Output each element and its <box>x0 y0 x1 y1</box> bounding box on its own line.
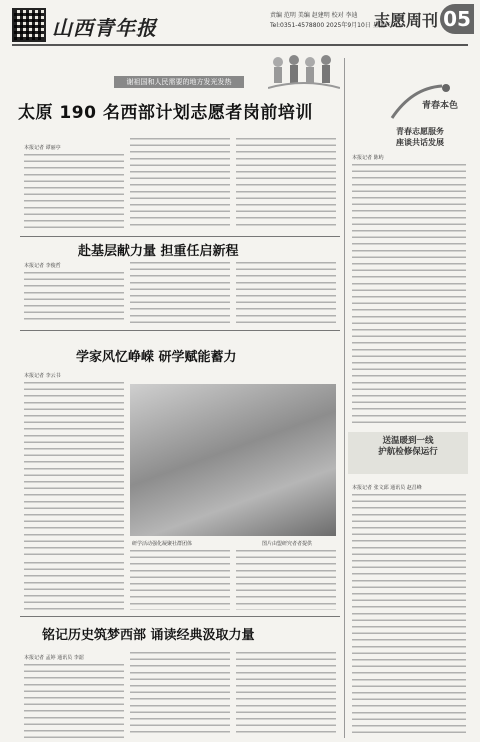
story2-body-col2 <box>130 262 230 324</box>
section-title: 志愿周刊 <box>374 11 439 30</box>
story4-byline: 本报记者 孟婷 通讯员 李韶 <box>24 655 84 661</box>
youth-badge-icon <box>382 78 468 124</box>
qr-code-icon <box>12 8 46 42</box>
photo-credit: 图片由盟研究者者提供 <box>262 541 313 547</box>
divider <box>20 616 340 617</box>
sidebar-story2-body <box>352 494 466 738</box>
page-number: 05 <box>440 4 474 34</box>
divider <box>20 330 340 331</box>
story4-body-col2 <box>130 652 230 738</box>
lead-body-col1 <box>24 154 124 230</box>
editor-line: 责编 范明 美编 赵建明 校对 李迪 <box>270 12 358 19</box>
lead-body-col2 <box>130 138 230 230</box>
story3-body-col1 <box>24 382 124 558</box>
story3-body-col2 <box>130 550 230 610</box>
story4-headline: 铭记历史筑梦西部 诵读经典汲取力量 <box>42 628 255 643</box>
column-divider <box>344 58 345 738</box>
volunteer-illustration-icon <box>268 52 340 94</box>
story3-body-col1b <box>24 562 124 610</box>
story4-body-col1 <box>24 664 124 738</box>
masthead <box>0 0 480 52</box>
story2-body-col3 <box>236 262 336 324</box>
top-banner: 谢祖国和人民需要的地方发光发热 <box>114 76 244 88</box>
sidebar-story2-byline: 本报记者 张文邱 通讯员 赵昌峰 <box>352 485 422 491</box>
divider <box>20 236 340 237</box>
story3-body-col3 <box>236 550 336 610</box>
story2-body-col1 <box>24 272 124 324</box>
sidebar-story1-headline: 青春志愿服务 座谈共话发展 <box>396 127 444 147</box>
lead-body-col3 <box>236 138 336 230</box>
story2-byline: 本报记者 李俊哲 <box>24 263 61 269</box>
story4-body-col3 <box>236 652 336 738</box>
lead-headline: 太原 190 名西部计划志愿者岗前培训 <box>18 103 313 123</box>
story3-byline: 本报记者 李云书 <box>24 373 61 379</box>
masthead-rule <box>12 44 468 46</box>
sidebar-story1-byline: 本报记者 陈屿 <box>352 155 384 161</box>
sidebar-story2-headline: 送温暖到一线 护航检修保运行 <box>378 436 438 457</box>
paper-name: 山西青年报 <box>52 16 157 40</box>
photo-caption: 研学活动强化凝聚社群团体 <box>132 541 193 547</box>
sidebar-story1-body <box>352 164 466 426</box>
lead-byline: 本报记者 谭丽亭 <box>24 145 61 151</box>
photo-study-tour <box>130 384 336 536</box>
date-line: Tel:0351-4578800 2025年9月10日 星期三 <box>270 22 391 29</box>
sidebar-logo-text: 青春本色 <box>422 101 459 111</box>
story2-headline: 赴基层献力量 担重任启新程 <box>78 244 239 259</box>
story3-headline: 学家风忆峥嵘 研学赋能蓄力 <box>76 350 237 365</box>
